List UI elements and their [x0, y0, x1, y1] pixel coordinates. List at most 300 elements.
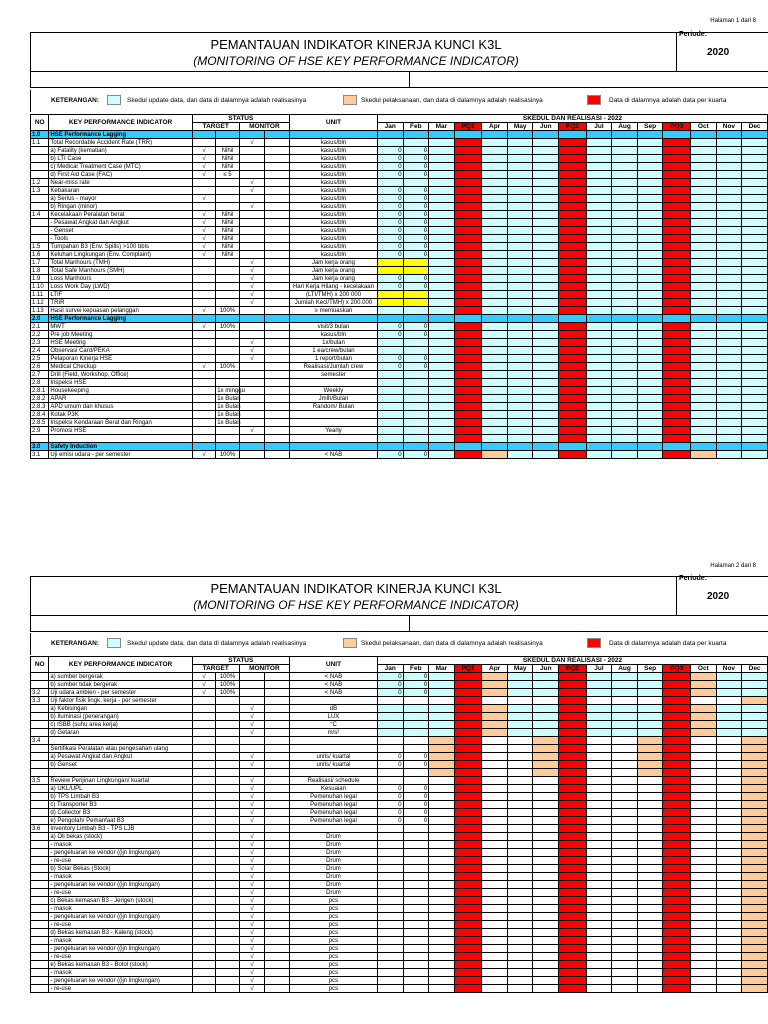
row-no	[31, 785, 49, 793]
row-unit: kasus/bln	[289, 227, 377, 235]
row-month-dec	[742, 235, 768, 243]
row-month-oct	[691, 753, 717, 761]
row-month-nov	[716, 163, 742, 171]
row-kpi: HSE Meeting	[49, 339, 192, 347]
row-month-may	[507, 347, 533, 355]
header-month-pq2: PQ2	[559, 123, 587, 131]
table-row	[31, 179, 768, 187]
row-month-pq2	[559, 825, 587, 833]
row-month-oct	[691, 211, 717, 219]
row-month-pq3	[663, 937, 691, 945]
row-month-jan	[377, 395, 403, 403]
row-month-mar	[429, 857, 455, 865]
row-month-nov	[716, 705, 742, 713]
row-month-jan	[377, 705, 403, 713]
row-month-pq2	[559, 299, 587, 307]
row-month-aug	[612, 873, 638, 881]
table-row	[31, 697, 768, 705]
row-month-mar	[429, 171, 455, 179]
row-month-pq3	[663, 235, 691, 243]
row-month-dec	[742, 363, 768, 371]
row-month-apr	[482, 721, 508, 729]
row-no: 3.4	[31, 737, 49, 745]
row-month-sep	[637, 721, 663, 729]
row-month-aug	[612, 235, 638, 243]
row-kpi: Uji faktor fisik lingk. kerja - per semester	[49, 697, 192, 705]
row-month-nov	[716, 171, 742, 179]
row-target-check	[192, 825, 216, 833]
row-month-pq3	[663, 697, 691, 705]
row-month-jun	[533, 937, 559, 945]
row-month-pq1	[454, 139, 482, 147]
row-month-nov	[716, 411, 742, 419]
row-month-jun	[533, 315, 559, 323]
row-no	[31, 881, 49, 889]
row-target-value	[216, 713, 240, 721]
row-month-pq1	[454, 897, 482, 905]
table-row	[31, 913, 768, 921]
row-month-jul	[586, 681, 612, 689]
row-month-jan: 0	[377, 331, 403, 339]
row-target-check	[192, 419, 216, 427]
row-no: 2.8.3	[31, 403, 49, 411]
row-target-check: √	[192, 227, 216, 235]
row-monitor-check: √	[239, 857, 265, 865]
row-month-sep	[637, 737, 663, 745]
row-month-nov	[716, 681, 742, 689]
row-month-dec	[742, 721, 768, 729]
row-month-oct	[691, 705, 717, 713]
row-month-pq3	[663, 219, 691, 227]
row-monitor-check: √	[239, 881, 265, 889]
row-month-oct	[691, 737, 717, 745]
row-target-check	[192, 889, 216, 897]
row-monitor-extra	[265, 777, 290, 785]
table-row	[31, 411, 768, 419]
row-monitor-extra	[265, 403, 290, 411]
row-month-jun	[533, 195, 559, 203]
table-row	[31, 849, 768, 857]
row-month-pq2	[559, 315, 587, 323]
row-month-pq3	[663, 179, 691, 187]
row-no	[31, 865, 49, 873]
row-month-jun	[533, 897, 559, 905]
row-month-jul	[586, 403, 612, 411]
row-month-pq2	[559, 945, 587, 953]
row-month-pq2	[559, 147, 587, 155]
row-month-oct	[691, 339, 717, 347]
header-month-nov: Nov	[716, 123, 742, 131]
row-monitor-extra	[265, 673, 290, 681]
row-month-feb	[403, 443, 429, 451]
row-month-pq3	[663, 921, 691, 929]
row-month-aug	[612, 451, 638, 459]
row-month-pq2	[559, 347, 587, 355]
row-month-nov	[716, 179, 742, 187]
row-kpi: - re-use	[49, 857, 192, 865]
row-month-pq3	[663, 969, 691, 977]
row-month-feb: 0	[403, 331, 429, 339]
row-month-pq3	[663, 315, 691, 323]
row-month-pq1	[454, 713, 482, 721]
row-monitor-check	[239, 737, 265, 745]
row-month-jul	[586, 387, 612, 395]
row-monitor-extra	[265, 411, 290, 419]
row-month-oct	[691, 379, 717, 387]
row-monitor-check: √	[239, 873, 265, 881]
row-target-value	[216, 427, 240, 435]
row-month-feb: 0	[403, 243, 429, 251]
row-target-check	[192, 961, 216, 969]
row-month-oct	[691, 259, 717, 267]
row-kpi: Review Perijinan Lingkungan/ kuartal	[49, 777, 192, 785]
row-month-nov	[716, 267, 742, 275]
header-month-jun: Jun	[533, 665, 559, 673]
row-month-jul	[586, 451, 612, 459]
row-month-pq2	[559, 275, 587, 283]
row-month-pq2	[559, 729, 587, 737]
header-month-sep: Sep	[637, 123, 663, 131]
legend-swatch-cyan	[107, 95, 121, 105]
row-month-apr	[482, 187, 508, 195]
row-month-sep	[637, 299, 663, 307]
row-month-may	[507, 267, 533, 275]
row-no	[31, 147, 49, 155]
row-month-pq1	[454, 347, 482, 355]
row-month-nov	[716, 801, 742, 809]
header-status: STATUS	[192, 657, 289, 665]
row-month-dec	[742, 801, 768, 809]
header-month-oct: Oct	[691, 665, 717, 673]
row-month-jan	[377, 387, 403, 395]
row-monitor-extra	[265, 203, 290, 211]
row-month-jun	[533, 969, 559, 977]
row-kpi: - masuk	[49, 937, 192, 945]
row-month-mar	[429, 801, 455, 809]
row-monitor-check: √	[239, 753, 265, 761]
row-month-apr	[482, 347, 508, 355]
row-month-may	[507, 395, 533, 403]
row-month-dec	[742, 203, 768, 211]
row-month-feb: 0	[403, 673, 429, 681]
row-month-mar	[429, 953, 455, 961]
row-month-nov	[716, 889, 742, 897]
row-month-jul	[586, 323, 612, 331]
row-month-pq1	[454, 323, 482, 331]
row-monitor-check: √	[239, 267, 265, 275]
row-month-sep	[637, 785, 663, 793]
row-monitor-check	[239, 435, 265, 443]
row-kpi: c) Medical Treatment Case (MTC)	[49, 163, 192, 171]
row-unit: Jumlah Kecl/TMH) x 200.000	[289, 299, 377, 307]
row-month-mar	[429, 243, 455, 251]
row-month-feb	[403, 777, 429, 785]
row-month-jan	[377, 139, 403, 147]
row-month-pq1	[454, 283, 482, 291]
row-target-value	[216, 857, 240, 865]
row-month-apr	[482, 275, 508, 283]
row-target-value	[216, 331, 240, 339]
row-month-mar	[429, 809, 455, 817]
row-month-jun	[533, 977, 559, 985]
row-kpi: Inspeksi HSE	[49, 379, 192, 387]
row-month-jul	[586, 737, 612, 745]
table-row	[31, 801, 768, 809]
row-month-aug	[612, 195, 638, 203]
row-month-dec	[742, 745, 768, 753]
row-month-nov	[716, 315, 742, 323]
row-no: 2.8.5	[31, 419, 49, 427]
legend-swatch-peach	[343, 638, 357, 648]
row-month-nov	[716, 235, 742, 243]
row-month-pq1	[454, 737, 482, 745]
row-month-pq1	[454, 179, 482, 187]
row-month-dec	[742, 857, 768, 865]
row-no	[31, 195, 49, 203]
row-month-oct	[691, 363, 717, 371]
row-monitor-extra	[265, 307, 290, 315]
row-monitor-extra	[265, 809, 290, 817]
row-month-may	[507, 841, 533, 849]
row-month-pq2	[559, 713, 587, 721]
row-month-feb	[403, 371, 429, 379]
row-month-may	[507, 729, 533, 737]
row-target-check	[192, 881, 216, 889]
row-month-pq2	[559, 235, 587, 243]
row-month-dec	[742, 299, 768, 307]
row-unit: pcs	[289, 977, 377, 985]
row-month-pq1	[454, 985, 482, 993]
row-monitor-extra	[265, 769, 290, 777]
row-month-nov	[716, 147, 742, 155]
row-month-feb: 0	[403, 451, 429, 459]
row-month-jun	[533, 985, 559, 993]
row-month-nov	[716, 443, 742, 451]
row-month-pq3	[663, 977, 691, 985]
row-unit: kasus/bln	[289, 171, 377, 179]
row-month-dec	[742, 419, 768, 427]
row-monitor-check: √	[239, 921, 265, 929]
row-month-pq2	[559, 291, 587, 299]
row-month-pq2	[559, 913, 587, 921]
row-month-oct	[691, 745, 717, 753]
row-month-jun	[533, 155, 559, 163]
table-row	[31, 985, 768, 993]
row-no: 2.8.1	[31, 387, 49, 395]
row-month-nov	[716, 825, 742, 833]
table-row	[31, 379, 768, 387]
row-month-apr	[482, 801, 508, 809]
row-month-mar	[429, 435, 455, 443]
row-month-feb: 0	[403, 323, 429, 331]
row-month-oct	[691, 243, 717, 251]
row-month-nov	[716, 881, 742, 889]
row-no: 3.5	[31, 777, 49, 785]
row-month-oct	[691, 913, 717, 921]
row-month-nov	[716, 905, 742, 913]
row-monitor-extra	[265, 363, 290, 371]
row-month-feb: 0	[403, 235, 429, 243]
row-month-feb	[403, 841, 429, 849]
row-kpi: Promosi HSE	[49, 427, 192, 435]
row-monitor-extra	[265, 953, 290, 961]
row-month-mar	[429, 713, 455, 721]
row-month-jul	[586, 881, 612, 889]
row-month-aug	[612, 833, 638, 841]
row-month-aug	[612, 443, 638, 451]
row-unit: Drum	[289, 881, 377, 889]
header-month-sep: Sep	[637, 665, 663, 673]
row-month-aug	[612, 323, 638, 331]
row-month-dec	[742, 323, 768, 331]
row-month-jun	[533, 865, 559, 873]
row-month-jun	[533, 347, 559, 355]
row-monitor-extra	[265, 897, 290, 905]
row-month-jun	[533, 769, 559, 777]
row-target-value: 100%	[216, 681, 240, 689]
row-month-sep	[637, 977, 663, 985]
row-target-value	[216, 953, 240, 961]
row-month-sep	[637, 331, 663, 339]
row-month-mar	[429, 307, 455, 315]
row-month-pq2	[559, 921, 587, 929]
row-unit: Random/ Bulan	[289, 403, 377, 411]
row-month-may	[507, 985, 533, 993]
row-monitor-check	[239, 371, 265, 379]
header-month-pq1: PQ1	[454, 665, 482, 673]
row-month-jan	[377, 921, 403, 929]
row-month-may	[507, 889, 533, 897]
row-month-jul	[586, 347, 612, 355]
row-month-aug	[612, 849, 638, 857]
row-month-jan: 0	[377, 355, 403, 363]
row-month-jan	[377, 443, 403, 451]
row-target-value	[216, 299, 240, 307]
row-kpi: Pre job Meeting	[49, 331, 192, 339]
row-month-jun	[533, 681, 559, 689]
row-monitor-check	[239, 689, 265, 697]
row-month-pq2	[559, 697, 587, 705]
row-month-jun	[533, 411, 559, 419]
row-month-jun	[533, 235, 559, 243]
row-kpi: Kebakaran	[49, 187, 192, 195]
blank-row	[30, 72, 768, 88]
row-month-apr	[482, 211, 508, 219]
row-unit: kasus/bln	[289, 139, 377, 147]
row-target-check	[192, 387, 216, 395]
row-month-pq1	[454, 793, 482, 801]
row-target-check	[192, 849, 216, 857]
row-month-oct	[691, 841, 717, 849]
row-unit: kasus/bln	[289, 155, 377, 163]
row-month-aug	[612, 227, 638, 235]
row-month-feb	[403, 929, 429, 937]
row-month-may	[507, 203, 533, 211]
row-month-jan	[377, 961, 403, 969]
row-month-may	[507, 131, 533, 139]
table-row	[31, 395, 768, 403]
row-month-oct	[691, 905, 717, 913]
row-month-dec	[742, 275, 768, 283]
row-month-sep	[637, 705, 663, 713]
row-month-mar	[429, 395, 455, 403]
row-month-sep	[637, 889, 663, 897]
row-monitor-extra	[265, 299, 290, 307]
row-month-feb	[403, 905, 429, 913]
row-month-mar	[429, 849, 455, 857]
row-month-pq2	[559, 737, 587, 745]
row-month-sep	[637, 251, 663, 259]
table-row	[31, 729, 768, 737]
row-month-nov	[716, 849, 742, 857]
row-month-nov	[716, 833, 742, 841]
table-row	[31, 187, 768, 195]
row-month-may	[507, 777, 533, 785]
row-month-nov	[716, 211, 742, 219]
row-month-nov	[716, 921, 742, 929]
row-month-sep	[637, 937, 663, 945]
row-no	[31, 673, 49, 681]
row-month-feb: 0	[403, 681, 429, 689]
row-target-check	[192, 339, 216, 347]
row-monitor-check: √	[239, 793, 265, 801]
row-month-feb	[403, 419, 429, 427]
row-target-check	[192, 713, 216, 721]
row-month-pq2	[559, 889, 587, 897]
legend-swatch-cyan	[107, 638, 121, 648]
row-monitor-extra	[265, 315, 290, 323]
row-month-jul	[586, 921, 612, 929]
row-month-feb	[403, 705, 429, 713]
row-target-check: √	[192, 307, 216, 315]
row-month-aug	[612, 705, 638, 713]
row-monitor-check: √	[239, 849, 265, 857]
row-month-sep	[637, 713, 663, 721]
row-kpi: HSE Performance Lagging	[49, 315, 192, 323]
row-month-jul	[586, 315, 612, 323]
row-target-value	[216, 801, 240, 809]
row-month-dec	[742, 195, 768, 203]
row-month-nov	[716, 339, 742, 347]
row-month-jan	[377, 953, 403, 961]
row-no	[31, 721, 49, 729]
row-month-nov	[716, 697, 742, 705]
row-month-oct	[691, 395, 717, 403]
row-month-jul	[586, 945, 612, 953]
row-target-value	[216, 841, 240, 849]
row-target-value: Nihil	[216, 235, 240, 243]
row-month-pq2	[559, 881, 587, 889]
row-month-pq1	[454, 673, 482, 681]
row-monitor-check: √	[239, 841, 265, 849]
row-no	[31, 729, 49, 737]
row-month-may	[507, 251, 533, 259]
row-month-nov	[716, 379, 742, 387]
row-month-dec	[742, 737, 768, 745]
row-month-oct	[691, 849, 717, 857]
row-target-value	[216, 929, 240, 937]
row-month-apr	[482, 259, 508, 267]
row-kpi: b) LTI Case	[49, 155, 192, 163]
row-month-nov	[716, 857, 742, 865]
row-month-nov	[716, 809, 742, 817]
row-month-may	[507, 371, 533, 379]
row-target-value: 100%	[216, 673, 240, 681]
table-row	[31, 363, 768, 371]
row-monitor-check: √	[239, 203, 265, 211]
row-month-pq3	[663, 729, 691, 737]
row-month-may	[507, 299, 533, 307]
